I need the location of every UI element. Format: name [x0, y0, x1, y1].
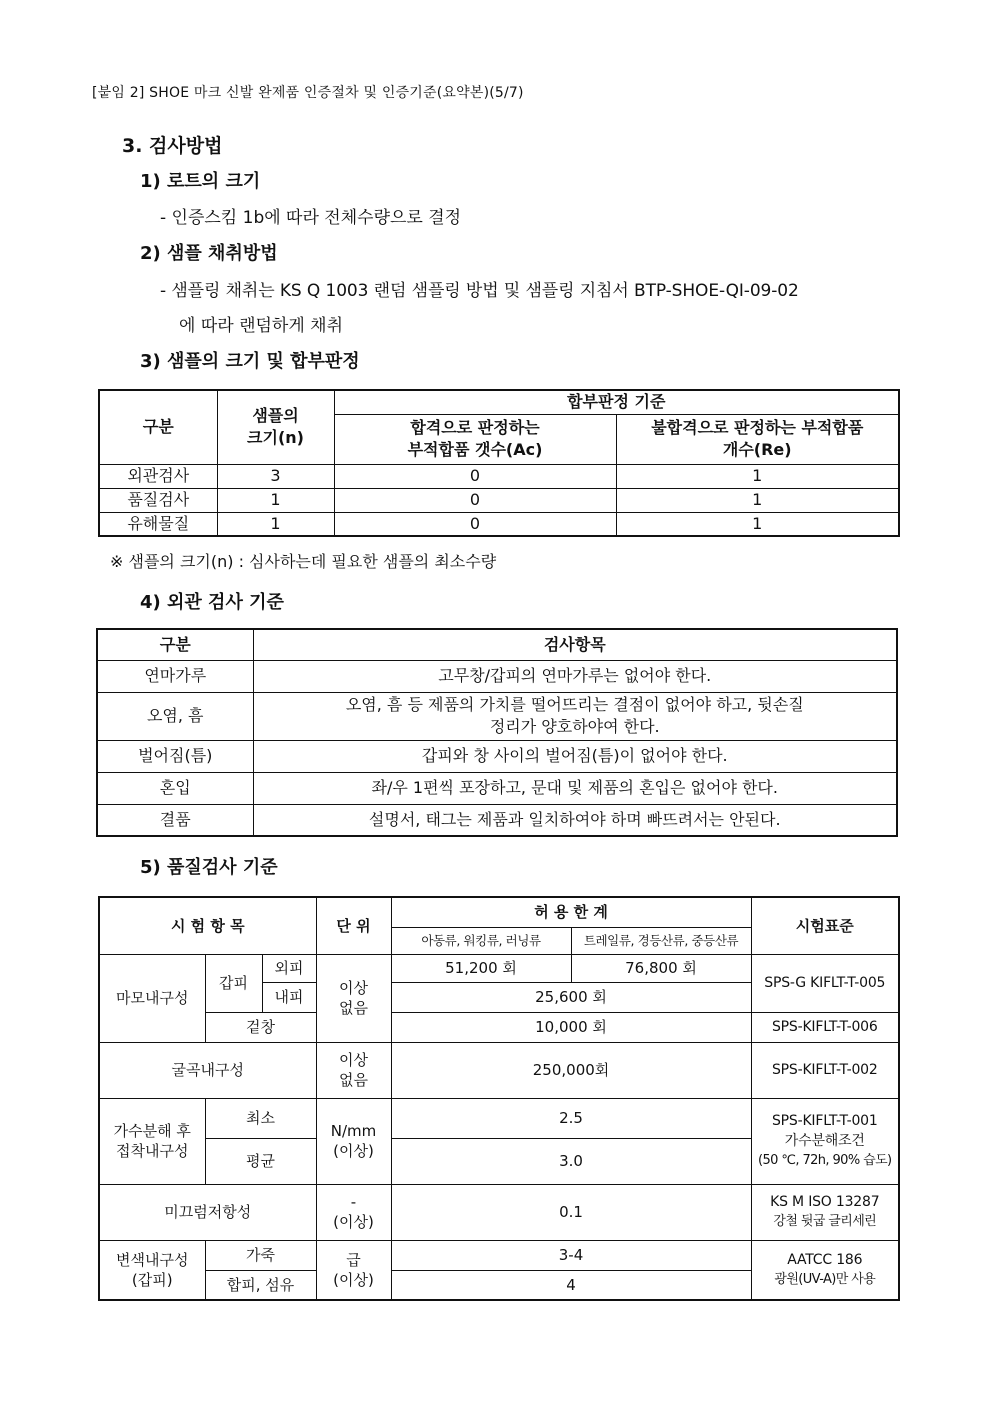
header-test-item: 시 험 항 목 — [99, 897, 316, 954]
flex-name: 굴곡내구성 — [99, 1042, 316, 1098]
header-item: 검사항목 — [253, 629, 897, 660]
row-n: 1 — [217, 488, 334, 512]
subsection-title-sampling: 2) 샘플 채취방법 — [140, 243, 278, 264]
slip-standard — [751, 1184, 899, 1240]
row-ac: 0 — [334, 512, 616, 536]
color-name-line2: (갑피) — [131, 1270, 173, 1289]
table-row — [99, 488, 899, 512]
row-re: 1 — [616, 488, 899, 512]
row-name: 오염, 흠 — [97, 692, 253, 740]
row-n: 3 — [217, 464, 334, 488]
hydrolysis-unit-line2: (이상) — [333, 1142, 374, 1160]
row-text-line2: 정리가 양호하야여 한다. — [489, 717, 660, 736]
table-row — [97, 772, 897, 804]
flex-standard: SPS-KIFLT-T-002 — [751, 1042, 899, 1098]
hydrolysis-avg-value: 3.0 — [391, 1138, 751, 1184]
section-title: 3. 검사방법 — [122, 135, 223, 157]
hydrolysis-avg: 평균 — [205, 1138, 316, 1184]
row-name: 유해물질 — [99, 512, 217, 536]
row-ac: 0 — [334, 488, 616, 512]
hydrolysis-name-line1: 가수분해 후 — [113, 1122, 191, 1140]
header-ac-line2: 부적합품 갯수(Ac) — [407, 440, 543, 459]
header-ac-line1: 합격으로 판정하는 — [410, 418, 540, 437]
row-name: 연마가루 — [97, 660, 253, 692]
hydrolysis-unit — [316, 1098, 391, 1184]
header-standard: 시험표준 — [751, 897, 899, 954]
header-re-line2: 개수(Re) — [722, 440, 792, 459]
color-unit-line1: 급 — [346, 1250, 361, 1269]
abrasion-outer: 외피 — [262, 954, 316, 982]
table-row — [99, 464, 899, 488]
color-name — [99, 1240, 205, 1300]
slip-unit — [316, 1184, 391, 1240]
flex-unit-line1: 이상 — [339, 1051, 368, 1069]
hydrolysis-standard-line3: (50 ℃, 72h, 90% 습도) — [758, 1153, 892, 1168]
header-re — [616, 414, 899, 464]
row-n: 1 — [217, 512, 334, 536]
color-leather: 가죽 — [205, 1240, 316, 1270]
color-standard-line1: AATCC 186 — [787, 1251, 863, 1268]
table-row — [97, 804, 897, 836]
document-header: [붙임 2] SHOE 마크 신발 완제품 인증절차 및 인증기준(요약본)(5/7) — [92, 85, 524, 101]
abrasion-standard-sole: SPS-KIFLT-T-006 — [751, 1012, 899, 1042]
abrasion-sole-value: 10,000 회 — [391, 1012, 751, 1042]
abrasion-unit-line1: 이상 — [339, 979, 368, 997]
color-leather-value: 3-4 — [391, 1240, 751, 1270]
slip-unit-line1: - — [350, 1193, 357, 1211]
quality-table — [98, 896, 900, 1301]
abrasion-upper: 갑피 — [205, 954, 262, 1012]
header-sample-size-line1: 샘플의 — [252, 406, 299, 426]
color-standard — [751, 1240, 899, 1300]
header-gubun: 구분 — [99, 390, 217, 464]
slip-value: 0.1 — [391, 1184, 751, 1240]
row-text — [253, 692, 897, 740]
hydrolysis-name-line2: 접착내구성 — [116, 1142, 189, 1160]
abrasion-outer-kids: 51,200 회 — [391, 954, 571, 982]
row-text-line1: 오염, 흠 등 제품의 가치를 떨어뜨리는 결점이 없어야 하고, 뒷손질 — [345, 695, 804, 714]
header-ac — [334, 414, 616, 464]
abrasion-unit-line2: 없음 — [339, 999, 368, 1017]
table-row — [99, 1184, 899, 1240]
color-name-line1: 변색내구성 — [116, 1250, 189, 1269]
abrasion-name: 마모내구성 — [99, 954, 205, 1042]
abrasion-sole: 겉창 — [205, 1012, 316, 1042]
header-re-line1: 불합격으로 판정하는 부적합품 — [651, 418, 864, 437]
row-re: 1 — [616, 464, 899, 488]
subsection-title-quality: 5) 품질검사 기준 — [140, 857, 278, 878]
header-criteria: 합부판정 기준 — [334, 390, 899, 414]
table-row — [99, 512, 899, 536]
hydrolysis-standard — [751, 1098, 899, 1184]
sampling-text-line2: 에 따라 랜덤하게 채취 — [179, 316, 344, 336]
hydrolysis-min-value: 2.5 — [391, 1098, 751, 1138]
table-row — [97, 660, 897, 692]
abrasion-unit — [316, 954, 391, 1042]
table-row — [99, 1012, 899, 1042]
abrasion-outer-trail: 76,800 회 — [571, 954, 751, 982]
subsection-title-sample-size: 3) 샘플의 크기 및 합부판정 — [140, 351, 360, 372]
color-synthetic: 합피, 섬유 — [205, 1270, 316, 1300]
row-text: 고무창/갑피의 연마가루는 없어야 한다. — [253, 660, 897, 692]
abrasion-inner: 내피 — [262, 982, 316, 1012]
table-row — [99, 1042, 899, 1098]
table-row — [99, 1240, 899, 1270]
header-unit: 단 위 — [316, 897, 391, 954]
lot-size-text: - 인증스킴 1b에 따라 전체수량으로 결정 — [160, 208, 462, 228]
hydrolysis-standard-line1: SPS-KIFLT-T-001 — [771, 1113, 878, 1129]
color-unit — [316, 1240, 391, 1300]
table-row — [97, 740, 897, 772]
hydrolysis-name — [99, 1098, 205, 1184]
header-sample-size — [217, 390, 334, 464]
sample-size-note: ※ 샘플의 크기(n) : 심사하는데 필요한 샘플의 최소수량 — [110, 552, 497, 571]
row-re: 1 — [616, 512, 899, 536]
row-text: 갑피와 창 사이의 벌어짐(틈)이 없어야 한다. — [253, 740, 897, 772]
table-row — [99, 1098, 899, 1138]
header-sample-size-line2: 크기(n) — [247, 428, 304, 448]
slip-standard-line1: KS M ISO 13287 — [770, 1194, 880, 1210]
header-trail-hiking: 트레일류, 경등산류, 중등산류 — [571, 927, 751, 954]
slip-unit-line2: (이상) — [333, 1213, 374, 1231]
abrasion-inner-value: 25,600 회 — [391, 982, 751, 1012]
table-row — [99, 954, 899, 982]
row-name: 혼입 — [97, 772, 253, 804]
header-kids-walking-running: 아동류, 워킹류, 러닝류 — [391, 927, 571, 954]
row-name: 벌어짐(틈) — [97, 740, 253, 772]
appearance-table — [96, 628, 898, 837]
color-unit-line2: (이상) — [333, 1270, 374, 1289]
hydrolysis-min: 최소 — [205, 1098, 316, 1138]
header-limit: 허 용 한 계 — [391, 897, 751, 927]
sample-size-table — [98, 389, 900, 537]
header-gubun: 구분 — [97, 629, 253, 660]
flex-unit — [316, 1042, 391, 1098]
row-name: 품질검사 — [99, 488, 217, 512]
color-synthetic-value: 4 — [391, 1270, 751, 1300]
sampling-text-line1: - 샘플링 채취는 KS Q 1003 랜덤 샘플링 방법 및 샘플링 지침서 BTP-SHOE-QI-09-02 — [160, 281, 799, 301]
abrasion-standard-upper: SPS-G KIFLT-T-005 — [751, 954, 899, 1012]
row-name: 외관검사 — [99, 464, 217, 488]
hydrolysis-unit-line1: N/mm — [330, 1122, 377, 1140]
subsection-title-lot: 1) 로트의 크기 — [140, 171, 261, 192]
flex-value: 250,000회 — [391, 1042, 751, 1098]
subsection-title-appearance: 4) 외관 검사 기준 — [140, 592, 284, 613]
row-name: 결품 — [97, 804, 253, 836]
flex-unit-line2: 없음 — [339, 1071, 368, 1089]
table-row — [97, 692, 897, 740]
row-text: 좌/우 1편씩 포장하고, 문대 및 제품의 혼입은 없어야 한다. — [253, 772, 897, 804]
row-text: 설명서, 태그는 제품과 일치하여야 하며 빠뜨려서는 안된다. — [253, 804, 897, 836]
hydrolysis-standard-line2: 가수분해조건 — [784, 1133, 865, 1149]
color-standard-line2: 광원(UV-A)만 사용 — [774, 1271, 876, 1287]
row-ac: 0 — [334, 464, 616, 488]
slip-standard-line2: 강철 뒷굽 글리세린 — [773, 1214, 877, 1229]
slip-name: 미끄럼저항성 — [99, 1184, 316, 1240]
